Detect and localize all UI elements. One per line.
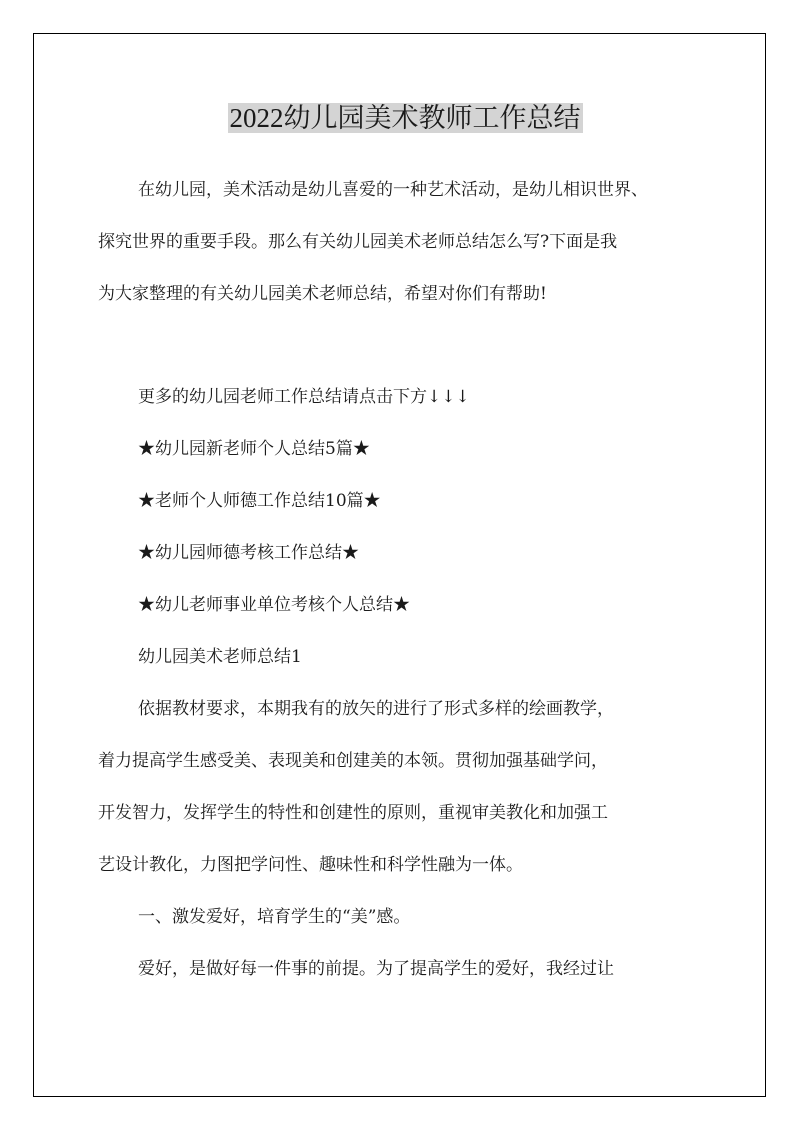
heading-one: 一、激发爱好，培育学生的“美”感。 bbox=[138, 907, 411, 927]
body-line-2: 着力提高学生感受美、表现美和创建美的本领。贯彻加强基础学问， bbox=[98, 751, 608, 771]
more-prompt: 更多的幼儿园老师工作总结请点击下方↓↓↓ bbox=[138, 387, 470, 407]
intro-line-3: 为大家整理的有关幼儿园美术老师总结，希望对你们有帮助! bbox=[98, 284, 547, 304]
link-item[interactable]: ★幼儿园新老师个人总结5篇★ bbox=[138, 439, 370, 459]
body-last-line: 爱好，是做好每一件事的前提。为了提高学生的爱好，我经过让 bbox=[138, 959, 614, 979]
body-line-4: 艺设计教化，力图把学问性、趣味性和科学性融为一体。 bbox=[98, 855, 523, 875]
title-text: 2022幼儿园美术教师工作总结 bbox=[229, 103, 581, 133]
intro-line-2: 探究世界的重要手段。那么有关幼儿园美术老师总结怎么写?下面是我 bbox=[98, 232, 618, 252]
section-title: 幼儿园美术老师总结1 bbox=[138, 647, 302, 667]
document-title bbox=[98, 98, 712, 138]
link-item[interactable]: ★幼儿园师德考核工作总结★ bbox=[138, 543, 359, 563]
intro-line-1: 在幼儿园，美术活动是幼儿喜爱的一种艺术活动，是幼儿相识世界、 bbox=[138, 180, 648, 200]
link-item[interactable]: ★老师个人师德工作总结10篇★ bbox=[138, 491, 381, 511]
body-line-1: 依据教材要求，本期我有的放矢的进行了形式多样的绘画教学， bbox=[138, 699, 614, 719]
link-item[interactable]: ★幼儿老师事业单位考核个人总结★ bbox=[138, 595, 410, 615]
body-line-3: 开发智力，发挥学生的特性和创建性的原则，重视审美教化和加强工 bbox=[98, 803, 608, 823]
